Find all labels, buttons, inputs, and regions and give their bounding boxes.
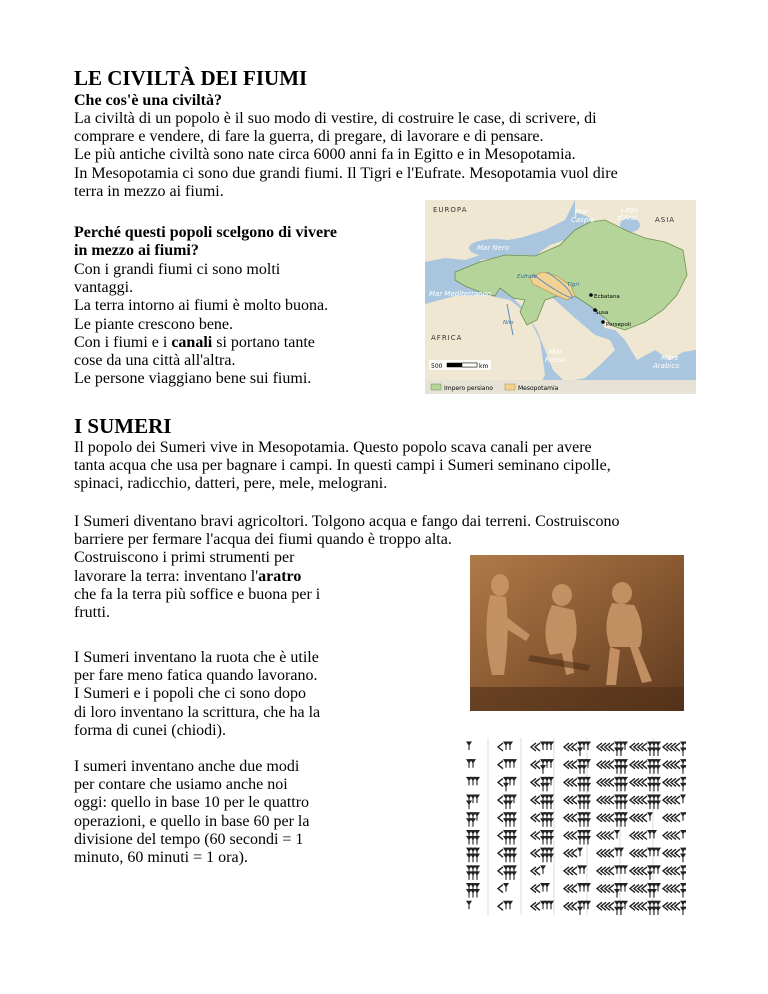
- map-label-lago-aral-2: d'Aral: [617, 214, 638, 222]
- map-label-mar-rosso-2: Rosso: [545, 356, 566, 364]
- map-label-mare-arabico-1: Mare: [661, 354, 679, 362]
- map-legend-persiano: Impero persiano: [444, 385, 493, 392]
- cuneiform-numeral: [467, 831, 479, 845]
- paragraph-contare: [74, 758, 309, 867]
- map-label-mar-mediterraneo: Mar Mediterraneo: [429, 290, 492, 298]
- text-line: Le persone viaggiano bene sui fiumi.: [74, 370, 312, 388]
- paragraph-civilta: [74, 110, 618, 201]
- text-line: La civiltà di un popolo è il suo modo di vestire, di costruire le case, di scrivere, di: [74, 110, 597, 127]
- text-line: in mezzo ai fiumi?: [74, 242, 199, 259]
- text-line: di loro inventano la scrittura, che ha la: [74, 703, 321, 721]
- text-line: che fa la terra più soffice e buona per i: [74, 585, 321, 603]
- map-legend-swatch-persia: [431, 384, 441, 390]
- text-line: divisione del tempo (60 secondi = 1: [74, 830, 304, 848]
- bold-canali: canali: [171, 333, 213, 351]
- sumerian-relief-image: [470, 555, 684, 711]
- persian-empire-map: [425, 200, 696, 394]
- map-label-mare-arabico-2: Arabico: [653, 362, 680, 370]
- map-label-europa: EUROPA: [433, 206, 468, 214]
- cuneiform-numeral: [467, 884, 479, 898]
- text-line-canali: Con i fiumi e i canali si portano tante: [74, 333, 315, 351]
- map-label-eufrate: Eufrate: [517, 274, 538, 280]
- map-city-persepoli: [601, 320, 605, 324]
- text-line: frutti.: [74, 604, 110, 622]
- map-label-tigri: Tigri: [567, 282, 580, 288]
- page-title: LE CIVILTÀ DEI FIUMI: [74, 66, 308, 90]
- map-label-mar-rosso-1: Mar: [549, 348, 563, 356]
- map-label-ecbatana: Ecbatana: [594, 294, 620, 300]
- map-label-mar-nero: Mar Nero: [477, 244, 510, 252]
- map-scale-unit: km: [479, 363, 489, 370]
- text-line: In Mesopotamia ci sono due grandi fiumi. Il Tigri e l'Eufrate. Mesopotamia vuol dire: [74, 164, 618, 182]
- text-line: tanta acqua che usa per bagnare i campi. In questi campi i Sumeri seminano cipolle,: [74, 457, 611, 475]
- map-label-susa: Susa: [595, 310, 609, 316]
- map-label-mar-caspio-1: Mar: [575, 208, 589, 216]
- text-line: Le più antiche civiltà sono nate circa 6000 anni fa in Egitto e in Mesopotamia.: [74, 146, 576, 164]
- text-line: La terra intorno ai fiumi è molto buona.: [74, 297, 329, 315]
- text-line: minuto, 60 minuti = 1 ora).: [74, 849, 248, 867]
- paragraph-ruota: [74, 649, 320, 740]
- text-line: I Sumeri inventano la ruota che è utile: [74, 649, 319, 666]
- text-line: I sumeri inventano anche due modi: [74, 758, 300, 775]
- text-line: per fare meno fatica quando lavorano.: [74, 667, 318, 685]
- map-city-ecbatana: [589, 293, 593, 297]
- map-scale-number: 500: [431, 363, 443, 370]
- map-label-nilo: Nilo: [503, 320, 514, 326]
- cuneiform-numeral: [467, 866, 479, 880]
- map-label-asia: ASIA: [655, 216, 676, 224]
- cuneiform-numeral: [467, 848, 479, 862]
- section-title-sumeri: I SUMERI: [74, 414, 172, 438]
- text-line: vantaggi.: [74, 279, 134, 297]
- text-line-aratro: lavorare la terra: inventano l'aratro: [74, 567, 302, 585]
- question-civilta: Che cos'è una civiltà?: [74, 92, 222, 109]
- text-line: barriere per fermare l'acqua dei fiumi quando è troppo alta.: [74, 531, 452, 549]
- text-line: forma di cunei (chiodi).: [74, 721, 226, 739]
- map-legend-swatch-meso: [505, 384, 515, 390]
- text-line: spinaci, radicchio, datteri, pere, mele, melograni.: [74, 475, 388, 493]
- bold-aratro: aratro: [258, 567, 302, 585]
- text-line: comprare e vendere, di fare la guerra, di pregare, di lavorare e di pensare.: [74, 128, 544, 146]
- text-line: cose da una città all'altra.: [74, 352, 236, 370]
- map-scale-bar: [429, 360, 491, 370]
- text-line: per contare che usiamo anche noi: [74, 776, 288, 794]
- text-line: Perché questi popoli scelgono di vivere: [74, 224, 337, 241]
- question-fiumi: [74, 224, 337, 260]
- map-label-lago-aral-1: Lago: [621, 206, 638, 214]
- cuneiform-numeral: [467, 777, 479, 785]
- paragraph-sumeri: [74, 439, 611, 494]
- paragraph-vantaggi: [74, 261, 328, 388]
- text-line: Costruiscono i primi strumenti per: [74, 549, 295, 567]
- text-line: operazioni, e quello in base 60 per la: [74, 812, 310, 830]
- map-label-mar-caspio-2: Caspio: [571, 216, 595, 224]
- cuneiform-numerals-image: [455, 738, 686, 915]
- text-line: Il popolo dei Sumeri vive in Mesopotamia. Questo popolo scava canali per avere: [74, 439, 592, 456]
- text-line: oggi: quello in base 10 per le quattro: [74, 794, 310, 812]
- text-line: Le piante crescono bene.: [74, 315, 234, 333]
- text-line: Con i grandi fiumi ci sono molti: [74, 261, 281, 278]
- map-legend-mesopotamia: Mesopotamia: [518, 385, 559, 392]
- text-line: I Sumeri diventano bravi agricoltori. Tolgono acqua e fango dai terreni. Costruiscono: [74, 513, 620, 530]
- text-line: I Sumeri e i popoli che ci sono dopo: [74, 685, 306, 703]
- text-line: terra in mezzo ai fiumi.: [74, 182, 224, 200]
- map-label-africa: AFRICA: [431, 334, 463, 342]
- map-label-persepoli: Persepoli: [606, 322, 631, 328]
